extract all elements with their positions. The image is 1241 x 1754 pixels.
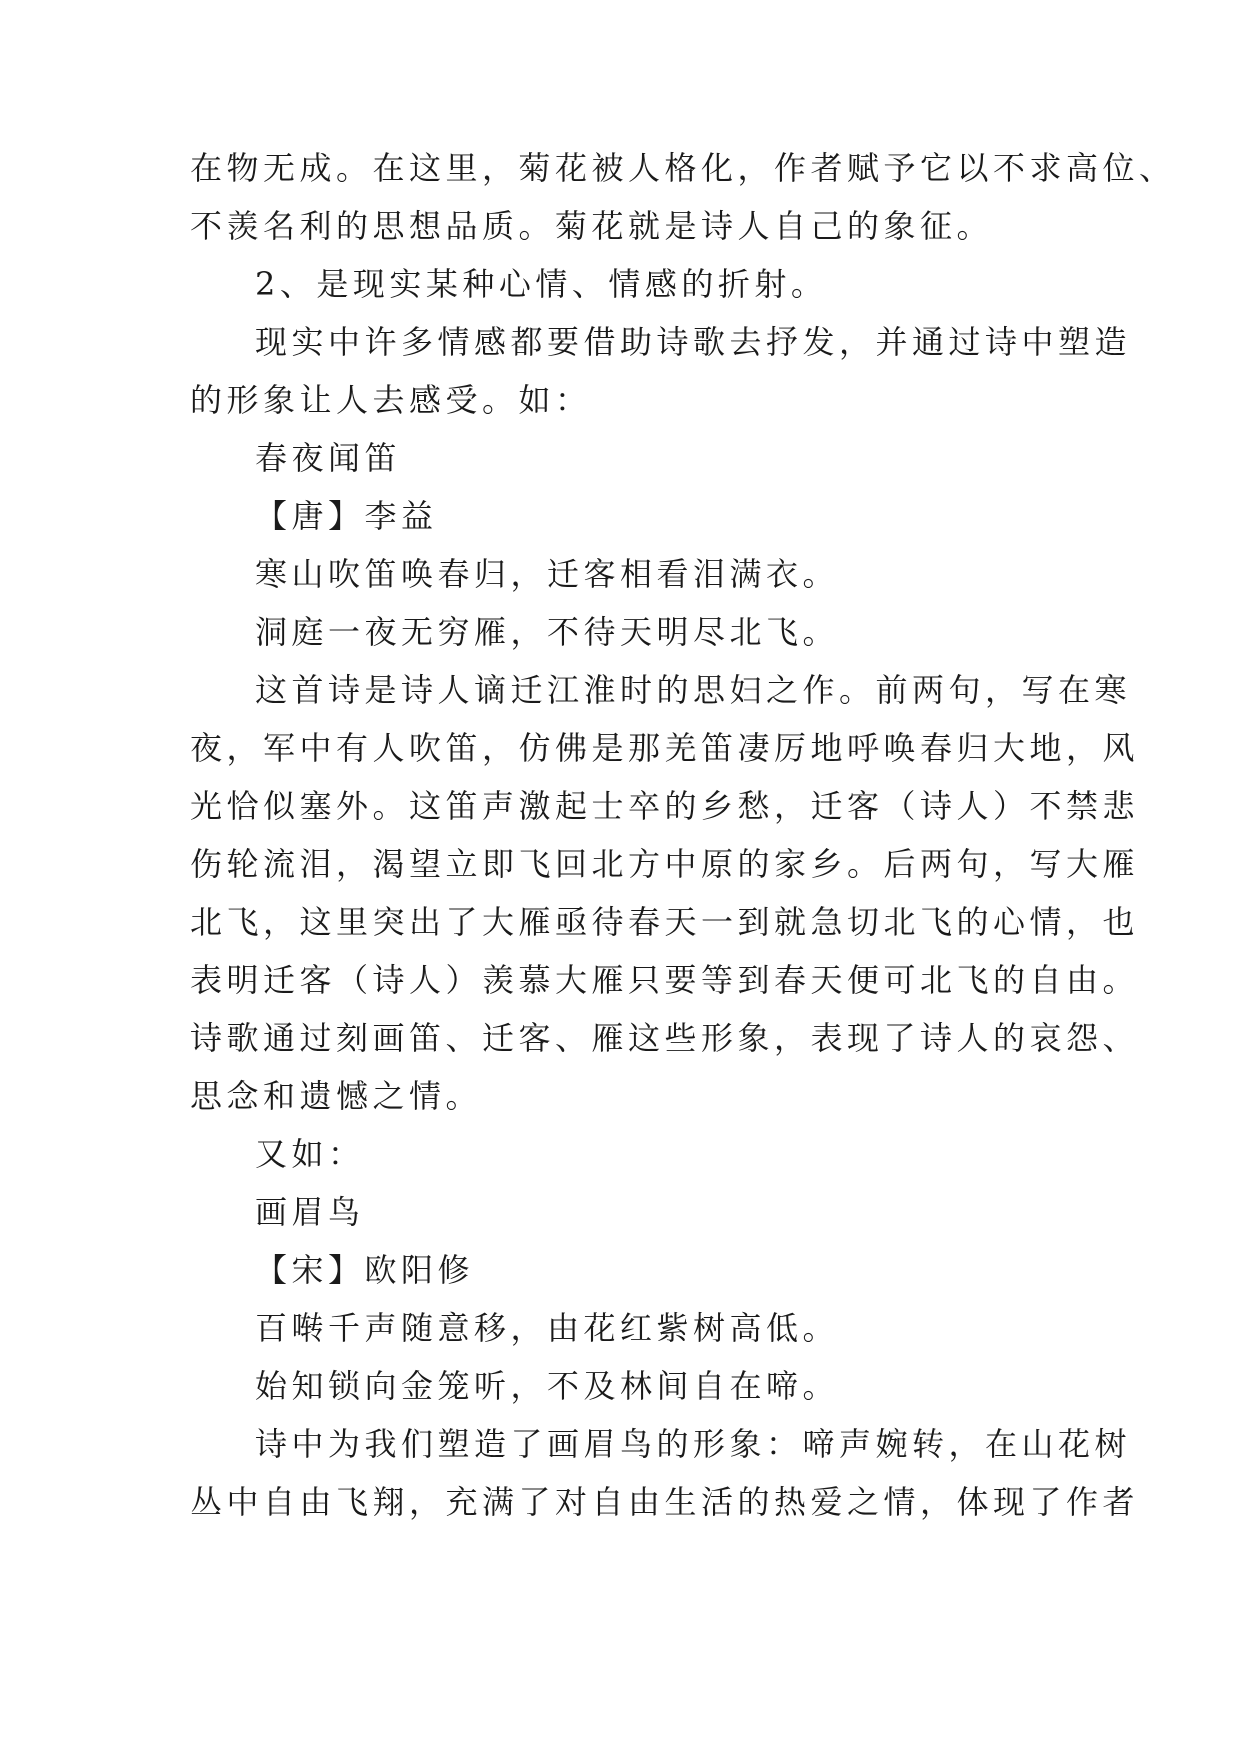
poem-line: 寒山吹笛唤春归，迁客相看泪满衣。	[255, 555, 840, 593]
text-line: 表明迁客（诗人）羡慕大雁只要等到春天便可北飞的自由。	[190, 961, 1140, 999]
poem-line: 洞庭一夜无穷雁，不待天明尽北飞。	[255, 613, 840, 651]
text-line: 诗中为我们塑造了画眉鸟的形象：啼声婉转，在山花树	[255, 1425, 1132, 1463]
text-line: 思念和遗憾之情。	[190, 1077, 483, 1115]
text-line: 现实中许多情感都要借助诗歌去抒发，并通过诗中塑造	[255, 323, 1132, 361]
text-line: 诗歌通过刻画笛、迁客、雁这些形象，表现了诗人的哀怨、	[190, 1019, 1140, 1057]
text-line: 丛中自由飞翔，充满了对自由生活的热爱之情，体现了作者	[190, 1483, 1140, 1521]
text-line: 这首诗是诗人谪迁江淮时的思妇之作。前两句，写在寒	[255, 671, 1132, 709]
text-line: 又如：	[255, 1135, 365, 1173]
text-line: 夜，军中有人吹笛，仿佛是那羌笛凄厉地呼唤春归大地，风	[190, 729, 1140, 767]
text-line: 在物无成。在这里，菊花被人格化，作者赋予它以不求高位、	[190, 149, 1176, 187]
poem-line: 始知锁向金笼听，不及林间自在啼。	[255, 1367, 840, 1405]
text-line: 的形象让人去感受。如：	[190, 381, 592, 419]
text-line: 不羡名利的思想品质。菊花就是诗人自己的象征。	[190, 207, 994, 245]
poem-title: 春夜闻笛	[255, 439, 402, 477]
poem-author: 【宋】欧阳修	[255, 1251, 475, 1289]
poem-author: 【唐】李益	[255, 497, 438, 535]
text-line: 北飞，这里突出了大雁亟待春天一到就急切北飞的心情，也	[190, 903, 1140, 941]
text-line: 伤轮流泪，渴望立即飞回北方中原的家乡。后两句，写大雁	[190, 845, 1140, 883]
section-heading: 2、是现实某种心情、情感的折射。	[255, 265, 828, 303]
text-line: 光恰似塞外。这笛声激起士卒的乡愁，迁客（诗人）不禁悲	[190, 787, 1140, 825]
poem-line: 百啭千声随意移，由花红紫树高低。	[255, 1309, 840, 1347]
poem-title: 画眉鸟	[255, 1193, 365, 1231]
